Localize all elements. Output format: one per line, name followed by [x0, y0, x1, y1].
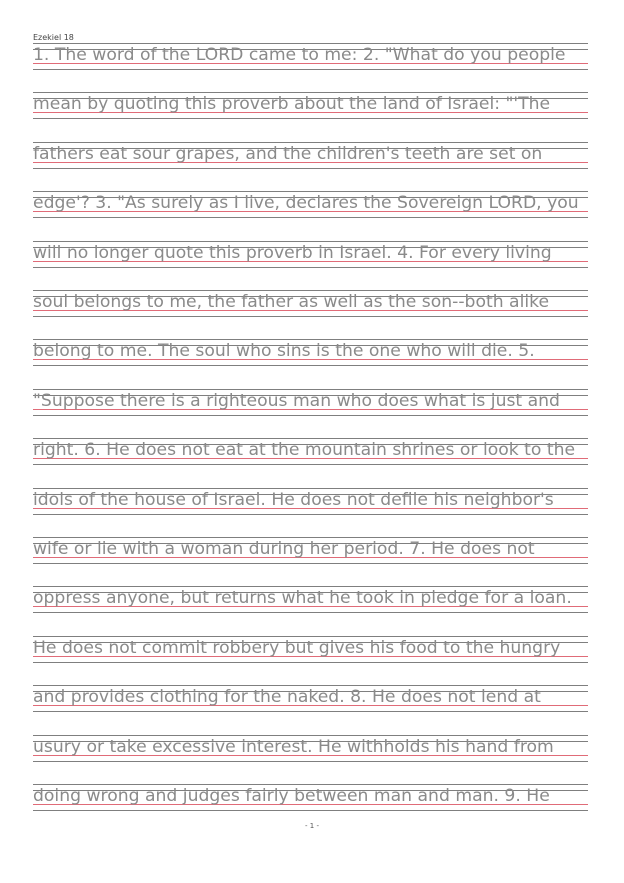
top-rule [33, 92, 588, 93]
top-rule [33, 43, 588, 44]
practice-row [33, 290, 588, 320]
trace-text: idols of the house of Israel. He does not defile his neighbor's [33, 489, 554, 510]
descender-rule [33, 118, 588, 119]
top-rule [33, 339, 588, 340]
practice-row [33, 142, 588, 172]
trace-text: doing wrong and judges fairly between man and man. 9. He [33, 786, 550, 806]
trace-text: wife or lie with a woman during her period. 7. He does not [33, 539, 535, 559]
descender-rule [33, 168, 588, 169]
practice-row [33, 438, 588, 468]
trace-text: and provides clothing for the naked. 8. He does not lend at [33, 687, 541, 708]
practice-row [33, 537, 588, 567]
practice-row [33, 784, 588, 814]
trace-text: mean by quoting this proverb about the land of Israel: "'The [33, 94, 551, 115]
descender-rule [33, 810, 588, 811]
practice-row [33, 339, 588, 369]
descender-rule [33, 316, 588, 317]
descender-rule [33, 514, 588, 515]
trace-text: right. 6. He does not eat at the mountain shrines or look to the [33, 440, 576, 461]
top-rule [33, 290, 588, 291]
top-rule [33, 586, 588, 587]
practice-row [33, 735, 588, 765]
top-rule [33, 636, 588, 637]
descender-rule [33, 761, 588, 762]
practice-row [33, 389, 588, 419]
trace-text: belong to me. The soul who sins is the one who will die. 5. [33, 341, 535, 362]
descender-rule [33, 662, 588, 663]
top-rule [33, 784, 588, 785]
trace-text: soul belongs to me, the father as well as the son--both alike [33, 292, 550, 312]
descender-rule [33, 415, 588, 416]
trace-text: 1. The word of the LORD came to me: 2. "What do you people [33, 45, 566, 65]
page-header: Ezekiel 18 [33, 33, 74, 42]
practice-row [33, 586, 588, 616]
top-rule [33, 685, 588, 686]
descender-rule [33, 267, 588, 268]
practice-row [33, 636, 588, 666]
top-rule [33, 488, 588, 489]
top-rule [33, 389, 588, 390]
descender-rule [33, 563, 588, 564]
top-rule [33, 438, 588, 439]
practice-row [33, 685, 588, 715]
trace-text: oppress anyone, but returns what he took in pledge for a loan. [33, 588, 572, 609]
top-rule [33, 191, 588, 192]
top-rule [33, 735, 588, 736]
descender-rule [33, 217, 588, 218]
trace-text: He does not commit robbery but gives his food to the hungry [33, 637, 561, 658]
practice-row [33, 241, 588, 271]
practice-row [33, 488, 588, 518]
trace-text: fathers eat sour grapes, and the children's teeth are set on [33, 143, 543, 164]
trace-text: usury or take excessive interest. He withholds his hand from [33, 736, 554, 757]
top-rule [33, 241, 588, 242]
top-rule [33, 537, 588, 538]
descender-rule [33, 711, 588, 712]
page-number: - 1 - [305, 822, 319, 830]
trace-text: edge'? 3. "As surely as I live, declares the Sovereign LORD, you [33, 193, 579, 214]
trace-text: "Suppose there is a righteous man who does what is just and [33, 390, 560, 411]
descender-rule [33, 464, 588, 465]
descender-rule [33, 69, 588, 70]
top-rule [33, 142, 588, 143]
trace-text: will no longer quote this proverb in Israel. 4. For every living [33, 242, 552, 263]
descender-rule [33, 365, 588, 366]
practice-row [33, 191, 588, 221]
descender-rule [33, 612, 588, 613]
practice-row [33, 92, 588, 122]
practice-row [33, 43, 588, 73]
